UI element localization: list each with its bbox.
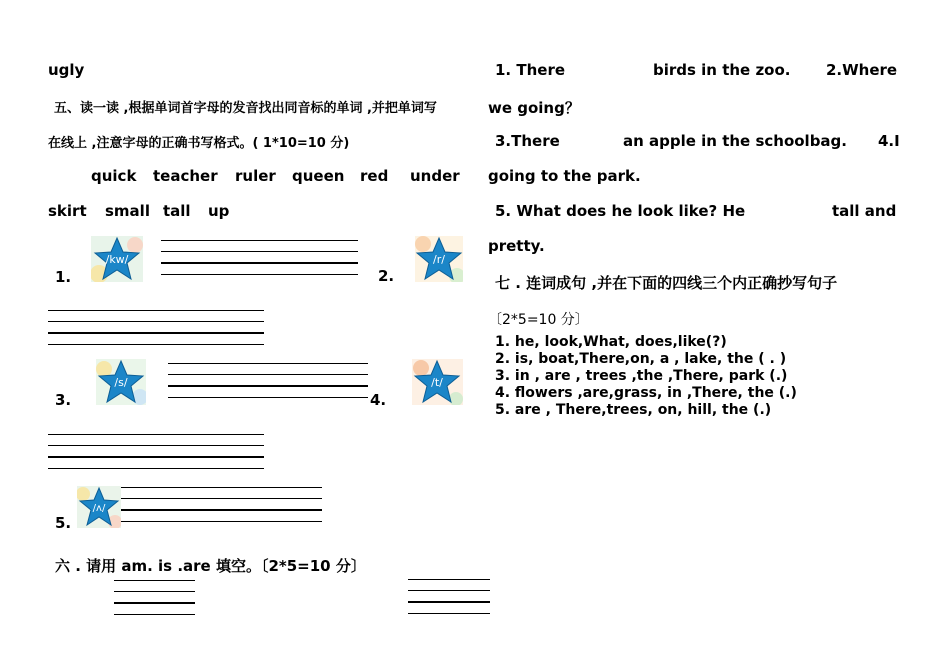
phonetic-label: /t/ <box>431 376 443 389</box>
sentence-item: 4. flowers ,are,grass, in ,There, the (.) <box>495 385 797 401</box>
section7-score: 〔2*5=10 分〕 <box>488 312 589 328</box>
fill-blank-text: 3.There <box>495 132 560 150</box>
star-phonetic-icon <box>77 486 121 528</box>
writing-lines[interactable] <box>114 580 195 616</box>
word-bank-word: queen <box>292 167 345 185</box>
sentence-item: 2. is, boat,There,on, a , lake, the ( . ) <box>495 351 787 367</box>
fill-blank-text: 1. There <box>495 61 566 79</box>
word-bank-word: up <box>208 202 230 220</box>
writing-lines[interactable] <box>408 579 490 615</box>
item-number: 1. <box>55 268 72 286</box>
writing-lines[interactable] <box>168 363 368 399</box>
fill-blank-text: going to the park. <box>488 167 641 185</box>
phonetic-label: /kw/ <box>105 253 129 266</box>
section5-instruction-line2: 在线上 ,注意字母的正确书写格式。( 1*10=10 分) <box>48 136 350 151</box>
phonetic-label: /s/ <box>114 376 128 389</box>
writing-lines[interactable] <box>48 310 264 346</box>
item-number: 3. <box>55 391 72 409</box>
item-number: 2. <box>378 267 395 285</box>
fill-blank-text: 2.Where <box>826 61 898 79</box>
writing-lines[interactable] <box>121 487 322 523</box>
writing-lines[interactable] <box>161 240 358 276</box>
sentence-item: 3. in , are , trees ,the ,There, park (.) <box>495 368 788 384</box>
word-bank-word: small <box>105 202 150 220</box>
star-phonetic-icon <box>96 359 146 405</box>
word-bank-word: ruler <box>235 167 276 185</box>
word-bank-word: tall <box>163 202 191 220</box>
sentence-item: 1. he, look,What, does,like(?) <box>495 334 727 350</box>
word-bank-word: teacher <box>153 167 218 185</box>
star-phonetic-icon <box>91 236 143 282</box>
star-phonetic-icon <box>412 359 463 405</box>
writing-lines[interactable] <box>48 434 264 470</box>
section5-instruction-line1: 五、读一读 ,根据单词首字母的发音找出同音标的单词 ,并把单词写 <box>54 101 437 116</box>
phonetic-label: /ʌ/ <box>92 503 106 514</box>
fill-blank-text: pretty. <box>488 237 545 255</box>
item-number: 5. <box>55 514 72 532</box>
star-phonetic-icon <box>415 236 463 282</box>
top-word: ugly <box>48 61 85 79</box>
word-bank-word: quick <box>91 167 137 185</box>
fill-blank-text: birds in the zoo. <box>653 61 791 79</box>
word-bank-word: under <box>410 167 460 185</box>
section6-heading: 六 . 请用 am. is .are 填空。〔2*5=10 分〕 <box>55 557 366 575</box>
fill-blank-text: 4.I <box>878 132 900 150</box>
sentence-item: 5. are , There,trees, on, hill, the (.) <box>495 402 772 418</box>
word-bank-word: skirt <box>48 202 87 220</box>
word-bank-word: red <box>360 167 389 185</box>
section7-heading: 七 . 连词成句 ,并在下面的四线三个内正确抄写句子 <box>495 274 838 292</box>
phonetic-label: /r/ <box>433 253 445 266</box>
item-number: 4. <box>370 391 387 409</box>
fill-blank-text: an apple in the schoolbag. <box>623 132 847 150</box>
fill-blank-text: we going？ <box>488 99 580 117</box>
fill-blank-text: tall and <box>832 202 897 220</box>
fill-blank-text: 5. What does he look like? He <box>495 202 746 220</box>
